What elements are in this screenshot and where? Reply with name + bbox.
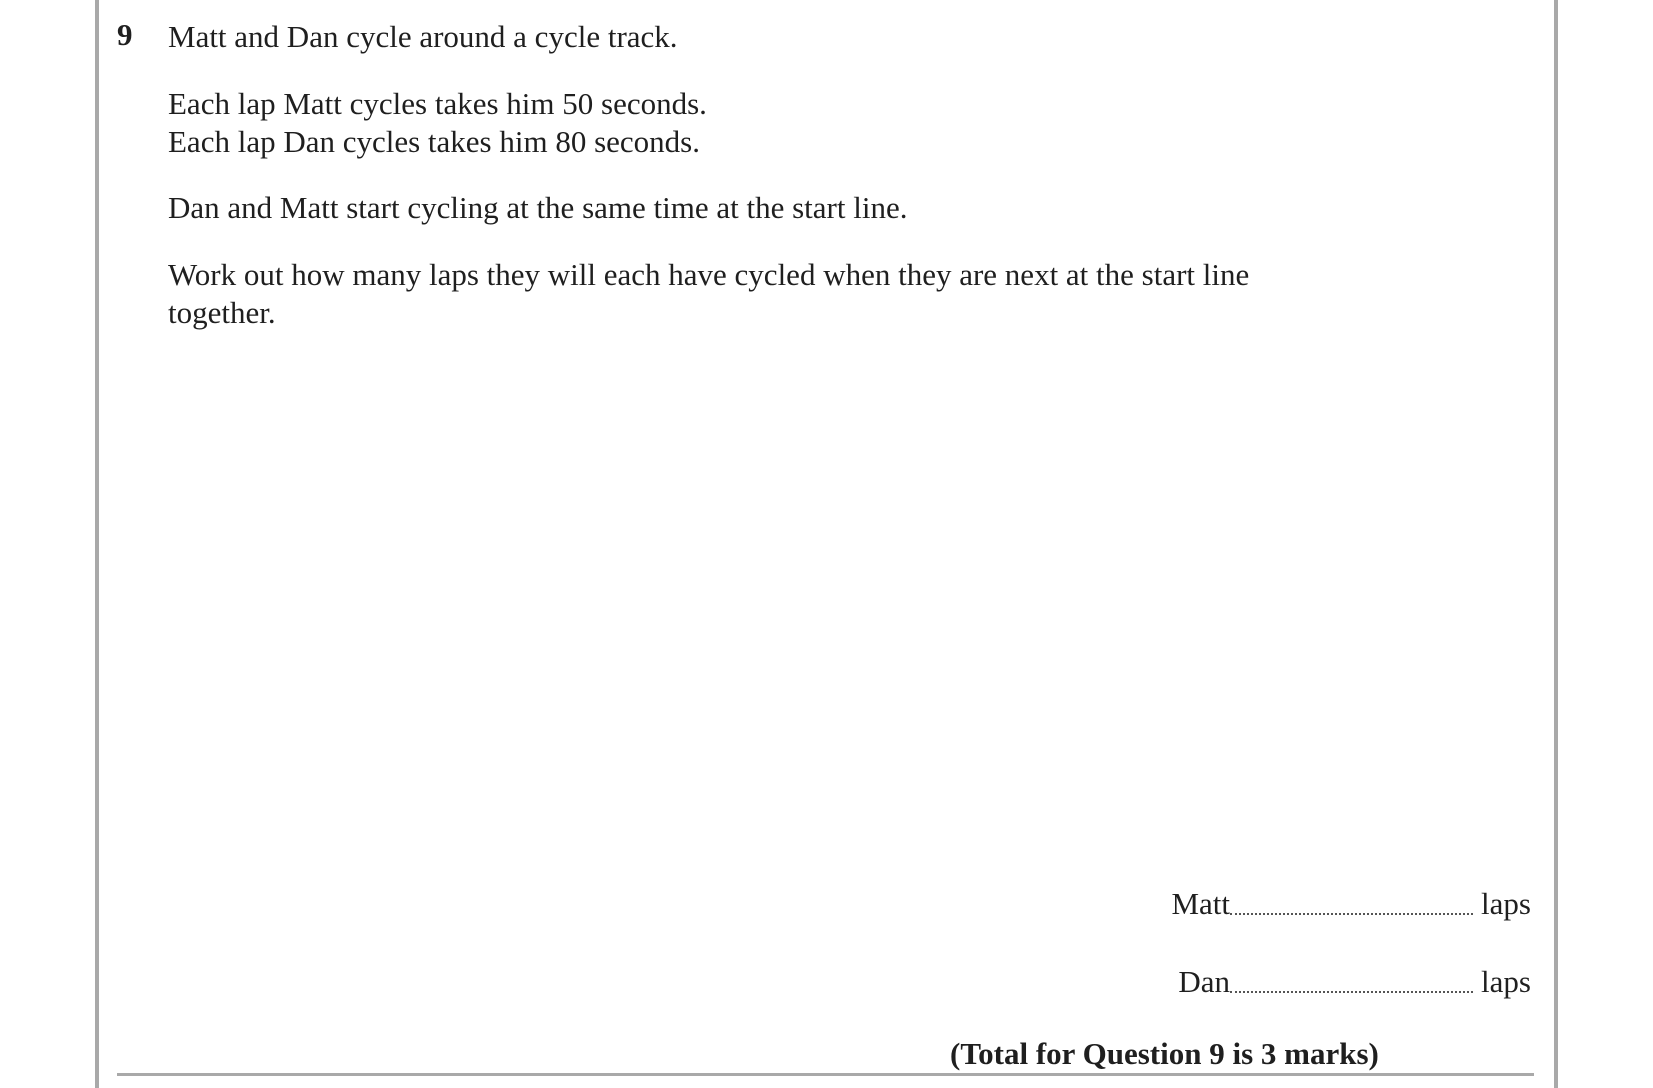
question-number: 9 [117, 17, 133, 52]
total-marks: (Total for Question 9 is 3 marks) [950, 1036, 1379, 1071]
answer-label-dan: Dan [1178, 964, 1230, 999]
question-intro: Matt and Dan cycle around a cycle track. [168, 19, 678, 54]
answer-unit-dan: laps [1481, 964, 1531, 999]
page-border-left [95, 0, 99, 1088]
fact-dan: Each lap Dan cycles takes him 80 seconds. [168, 124, 700, 159]
answer-field-dan[interactable] [1230, 991, 1473, 993]
answer-unit-matt: laps [1481, 886, 1531, 921]
start-statement: Dan and Matt start cycling at the same time at the start line. [168, 190, 908, 225]
question-divider [117, 1073, 1534, 1076]
fact-matt: Each lap Matt cycles takes him 50 seconds. [168, 86, 707, 121]
answer-label-matt: Matt [1171, 886, 1230, 921]
task-line-1: Work out how many laps they will each have cycled when they are next at the start line [168, 257, 1250, 292]
task-line-2: together. [168, 295, 276, 330]
answer-field-matt[interactable] [1230, 913, 1473, 915]
page-border-right [1554, 0, 1558, 1088]
